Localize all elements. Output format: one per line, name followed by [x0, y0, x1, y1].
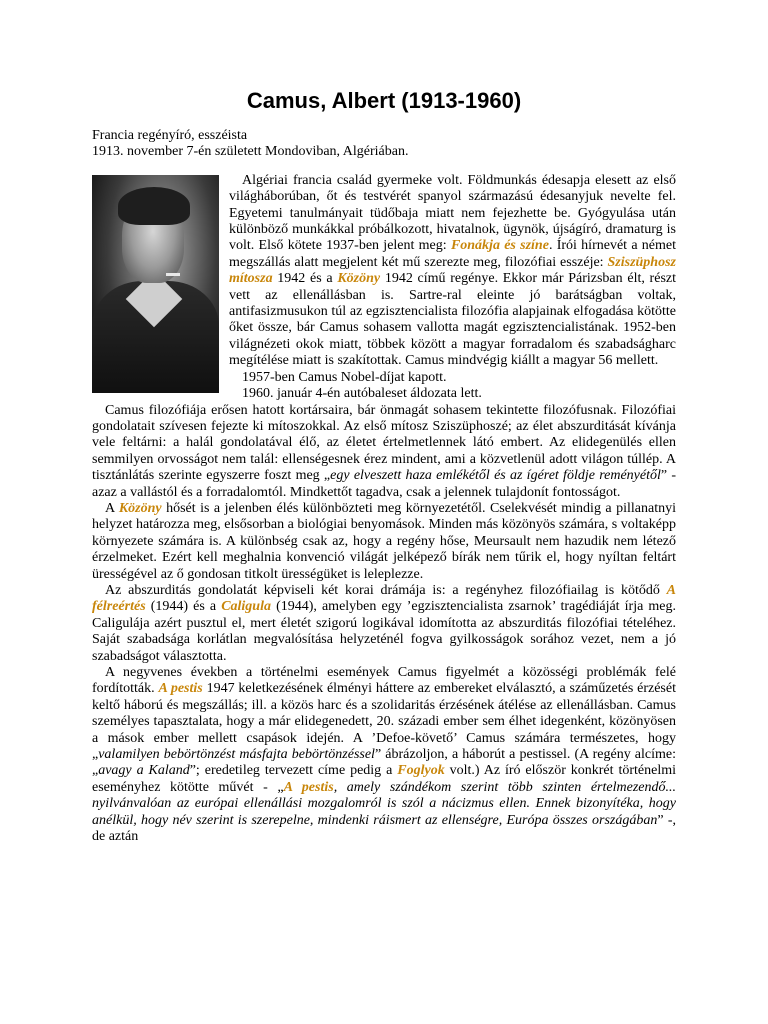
quote-elveszett-haza: egy elveszett haza emlékétől és az ígéret földje reményétől: [330, 468, 661, 484]
paragraph-death: 1960. január 4-én autóbaleset áldozata lett.: [242, 386, 482, 402]
paragraph-dramas: Az abszurditás gondolatát képviseli két korai drámája is: a regényhez filozófiailag is kötődő A félreértés (1944) és a Caligula (1944), amelyben egy ’egzisztencialista zsarnok’ tragédiáját írja meg. Caligulája azért pusztul el, mert életét szigorú logikával idomította az abszurditás filozófiai tételéhez. Saját szabadsága korlátlan megvalósítása helyzeténél fogva gyilkosságok sorához vezet, nem a jó szabadságot választotta.: [92, 582, 676, 664]
title-kozony-2: Közöny: [118, 500, 162, 516]
paragraph-philosophy: Camus filozófiája erősen hatott kortársaira, bár önmagát sohasem tekintette filozófusnak. Filozófiai gondolatait szívesen fejezte ki mítoszokkal. Az első mítosz Sziszüphoszé; az élet abszurditását kívánja vele feltárni: a halál gondolatával élő, az életet értelmetlennek látó embert. Az elidegenülés ellen semmilyen orvosságot nem talál: ellenségesnek érez mindent, ami a közvetlenül adott világon túllép. A tisztánlátás szerinte egyszerre foszt meg „egy elveszett haza emlékétől és az ígéret földje reményétől” - azaz a vallástól és a forradalomtól. Mindkettőt tagadva, csak a jelennek tulajdonít fontosságot.: [92, 402, 677, 500]
paragraph-pestis: A negyvenes években a történelmi események Camus figyelmét a közösségi problémák felé fordították. A pestis 1947 keletkezésének élményi háttere az embereket elválasztó, a száműzetés érzését keltő háború és megszállás; ill. a közös harc és a szolidaritás érzésének átélése az ellenállásban. Camus személyes tapasztalata, hogy a már elidegenedett, 20. századi ember sem élhet idegenként, közönyösen a mások ember mellett csapások idején. A ’Defoe-követő’ Camus számára természetes, hogy „valamilyen bebörtönzést másfajta bebörtönzéssel” ábrázoljon, a háborút a pestissel. (A regény alcíme: „avagy a Kaland”; eredetileg tervezett címe pedig a Foglyok volt.) Az író először konkrét történelmi eseményhez kötötte művét - „A pestis, amely szándékom szerint több szinten értelmezendő... nyilvánvalóan az európai ellenállási mozgalomról is szól a nácizmus ellen. Ennek bizonyítéka, hogy anélkül, hogy név szerint is szerepelne, mindenki ráismert az ellenségre, Európa összes országában” -, de aztán: [92, 665, 676, 845]
paragraph-biography: Algériai francia család gyermeke volt. Földmunkás édesapja elesett az első világháborúban, őt és testvérét spanyol származású édesanyjuk nevelte fel. Egyetemi tanulmányait tüdőbaja miatt nem fejezhette be. Gyógyulása után különböző munkákkal próbálkozott, hivatalnok, ügynök, újságíró, dramaturg is volt. Első kötete 1937-ben jelent meg: Fonákja és színe. Írói hírnevét a német megszállás alatt megjelent két mű szerezte meg, filozófiai esszéje: Sziszüphosz mítosza 1942 és a Közöny 1942 című regénye. Ekkor már Párizsban élt, részt vett az ellenállásban is. Sartre-ral eleinte jó barátságban voltak, antifasizmusukon túl az egzisztencialista filozófia alapjainak elfogadása kötötte őket össze, bár Camus sohasem vallotta magát egzisztencialistának. 1952-ben világnézeti okok miatt, többek között a magyar forradalom és szabadságharc megítélése miatt is szakítottak. Camus mindvégig kiállt a magyar 56 mellett.: [229, 172, 676, 369]
paragraph-kozony: A Közöny hősét is a jelenben élés különbözteti meg környezetétől. Cselekvését mindig a pillanatnyi helyzet határozza meg, elsősorban a biológiai benyomások. Minden más közönyös számára, s voltaképp környezete számára is. A különbség csak az, hogy a regény hőse, Meursault nem hazudik nem létező érzelmeket. Ezért kell meghalnia konvenció világát jelképező bírák nem tűrik el, hogy nyíltan feltárt ürességével az ő gondosan titkolt ürességüket is leleplezze.: [92, 500, 676, 582]
title-foglyok: Foglyok: [397, 763, 445, 779]
subtitle-line: Francia regényíró, esszéista: [92, 128, 248, 143]
portrait-photo: [92, 175, 219, 393]
page-title: Camus, Albert (1913-1960): [246, 88, 522, 113]
title-fonakja: Fonákja és színe: [450, 238, 549, 254]
title-felreertes: A félreértés: [92, 582, 676, 615]
quote-avagy-kaland: avagy a Kaland: [98, 763, 190, 779]
document-body: [92, 128, 676, 845]
title-pestis: A pestis: [158, 681, 203, 697]
quote-pestis-author: , amely szándékom szerint több szinten értelmezendő... nyilvánvalóan az európai ellenállási mozgalomról is szól a nácizmus ellen. Ennek bizonyítéka, hogy anélkül, hogy név szerint is szerepelne, mindenki ráismert az ellenségre, Európa összes országában: [92, 779, 676, 828]
title-caligula: Caligula: [221, 599, 271, 615]
title-kozony: Közöny: [337, 271, 381, 287]
title-pestis-2: A pestis: [283, 779, 334, 795]
paragraph-nobel: 1957-ben Camus Nobel-díjat kapott.: [242, 369, 447, 385]
birth-line: 1913. november 7-én született Mondoviban, Algériában.: [92, 144, 409, 160]
quote-bebortonzes: valamilyen bebörtönzést másfajta bebörtönzéssel: [98, 747, 375, 763]
title-sziszuphosz: Sziszüphosz mítosza: [229, 254, 676, 287]
